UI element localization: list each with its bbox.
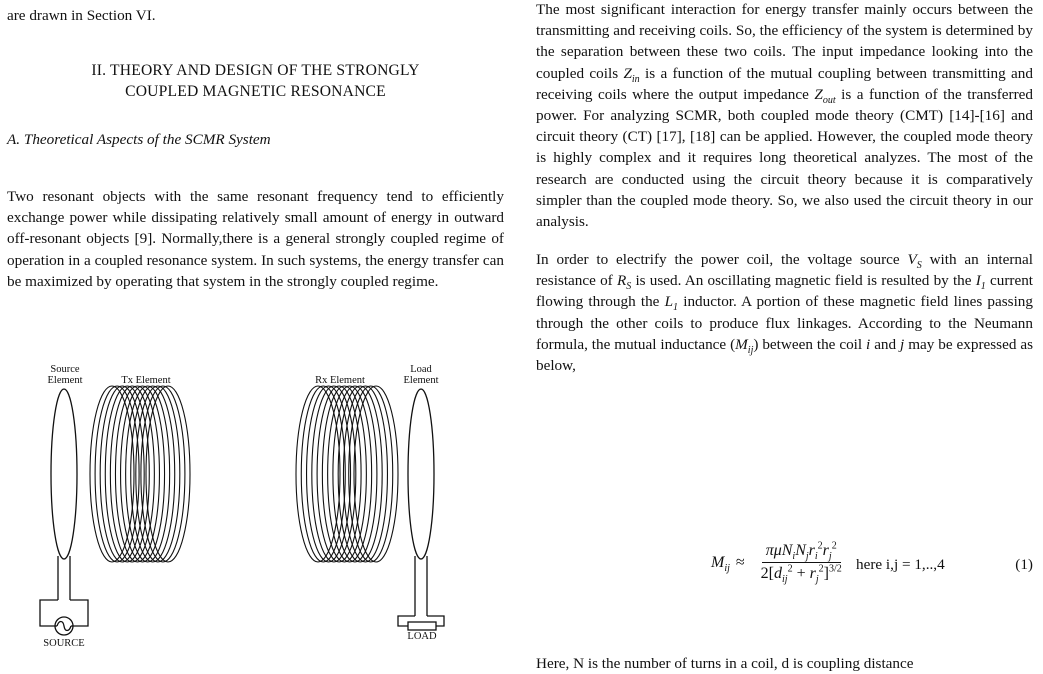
rs-base: R — [616, 272, 627, 290]
p2-text-a: In order to electrify the power coil, the voltage source — [536, 251, 908, 268]
rs-symbol — [616, 272, 632, 293]
eq-den-r: r — [809, 565, 816, 582]
section-title-line-2: COUPLED MAGNETIC RESONANCE — [125, 83, 386, 100]
trailing-text: Here, N is the number of turns in a coil, d is coupling distance — [536, 655, 914, 672]
vs-symbol — [907, 251, 922, 272]
equation-expression — [711, 540, 846, 586]
eq-num-j: j — [805, 551, 809, 563]
p2-text-g: may be expressed as below, — [536, 335, 1033, 375]
lead-in-text: are drawn in Section VI. — [7, 7, 156, 24]
source-element-label-1: Source — [50, 364, 80, 375]
tx-element-label: Tx Element — [121, 375, 171, 386]
mij-subscript: ij — [747, 344, 754, 356]
equation-1 — [536, 536, 1033, 606]
scmr-coil-figure — [40, 364, 460, 649]
subsection-title: A. Theoretical Aspects of the SCMR System — [7, 131, 271, 148]
z-in-subscript: in — [631, 73, 640, 85]
mij-base: M — [735, 335, 748, 353]
eq-lhs — [711, 554, 730, 572]
z-in-base: Z — [623, 64, 632, 82]
load-element-label-2: Element — [403, 375, 439, 386]
eq-numerator: $\pi\mu N_iN_jr_i^2r_j^2$ — [762, 542, 841, 563]
eq-den-rj: j — [815, 574, 819, 586]
eq-den-close: ] — [823, 565, 829, 582]
eq-num-ri: i — [814, 551, 818, 563]
z-out-subscript: out — [822, 94, 836, 106]
eq-fraction — [757, 540, 846, 586]
vs-subscript: S — [916, 260, 922, 272]
p2-text-and: and — [870, 335, 901, 353]
source-loop — [40, 389, 88, 635]
right-paragraph-1 — [536, 0, 1033, 232]
eq-num-nj: N — [795, 542, 806, 559]
coil-i-symbol: i — [866, 335, 871, 353]
i1-subscript: 1 — [980, 281, 986, 293]
l1-symbol — [664, 293, 679, 314]
eq-den-plus: + — [792, 565, 810, 582]
section-title-line-1: II. THEORY AND DESIGN OF THE STRONGLY — [91, 62, 420, 79]
p2-text-e: inductor. A portion of these magnetic field lines passing through the other coils to produce flux linkages. According to the Neumann formula, the mutual inductance ( — [536, 293, 1033, 353]
eq-num-r: r — [808, 542, 815, 559]
z-out-symbol — [814, 85, 836, 106]
eq-den-open: 2[ — [760, 565, 774, 582]
eq-num-rj: j — [828, 551, 832, 563]
z-out-base: Z — [814, 85, 823, 103]
intro-paragraph: Two resonant objects with the same resonant frequency tend to efficiently exchange power while dissipating relatively small amount of energy in outward off-resonant objects [9]. Normally,there is a general strongly coupled regime of operation in a coupled resonance system. In such systems, the energy transfer can be maximized by operating that system in the strongly coupled regime. — [7, 188, 504, 290]
mij-symbol — [735, 335, 754, 356]
eq-lhs-subscript: ij — [724, 562, 730, 574]
load-element-label-1: Load — [410, 364, 432, 375]
coil-j-symbol: j — [900, 335, 905, 353]
eq-den-dij: ij — [782, 574, 788, 586]
rs-subscript: S — [626, 281, 632, 293]
right-paragraph-2 — [536, 249, 1033, 376]
p1-text-a: The most significant interaction for energy transfer mainly occurs between the transmitting and receiving coils. So, the efficiency of the system is determined by the separation between these two coils. The input impedance looking into the coupled coils — [536, 1, 1033, 82]
eq-num-a: πμN — [765, 542, 793, 559]
eq-num-i: i — [792, 551, 796, 563]
p2-text-f: ) between the coil — [753, 335, 867, 353]
rx-coil — [296, 386, 398, 562]
equation-condition: here i,j = 1,..,4 — [856, 556, 945, 573]
equation-number: (1) — [1015, 556, 1033, 573]
eq-num-r2: r — [822, 542, 829, 559]
load-loop — [398, 389, 444, 630]
approx-symbol: ≈ — [735, 553, 745, 571]
source-element-label-2: Element — [47, 375, 83, 386]
i1-base: I — [975, 272, 981, 290]
eq-denominator: $2[d_{ij}^2 + r_j^2]^{3/2}$ — [760, 563, 842, 586]
eq-den-d: d — [774, 565, 782, 582]
vs-base: V — [907, 251, 917, 268]
eq-den-exponent: 3/2 — [828, 563, 842, 575]
rx-element-label: Rx Element — [315, 375, 365, 386]
source-label: SOURCE — [43, 638, 85, 649]
section-title — [7, 60, 504, 102]
z-in-symbol — [623, 64, 640, 85]
l1-subscript: 1 — [673, 302, 679, 314]
i1-symbol — [975, 272, 986, 293]
eq-lhs-base: M — [711, 553, 725, 571]
p1-text-b: is a function of the mutual coupling between transmitting and receiving coils where the output impedance — [536, 64, 1033, 103]
p2-text-c: is used. An oscillating magnetic field is resulted by the — [631, 272, 976, 290]
p1-text-c: is a function of the transferred power. For analyzing SCMR, both coupled mode theory (CMT) [14]-[16] and circuit theory (CT) [17], [18] can be applied. However, the coupled mode theory is highly complex and it requires long theoretical analyzes. The most of the research are conducted using the circuit theory because it is comparatively simpler than the coupled mode theory. So, we also used the circuit theory in our analysis. — [536, 85, 1033, 231]
load-label: LOAD — [407, 631, 437, 642]
p2-text-d: current flowing through the — [536, 272, 1034, 311]
p2-text-b: with an internal resistance of — [536, 251, 1033, 290]
tx-coil — [90, 386, 190, 562]
l1-base: L — [664, 293, 674, 311]
